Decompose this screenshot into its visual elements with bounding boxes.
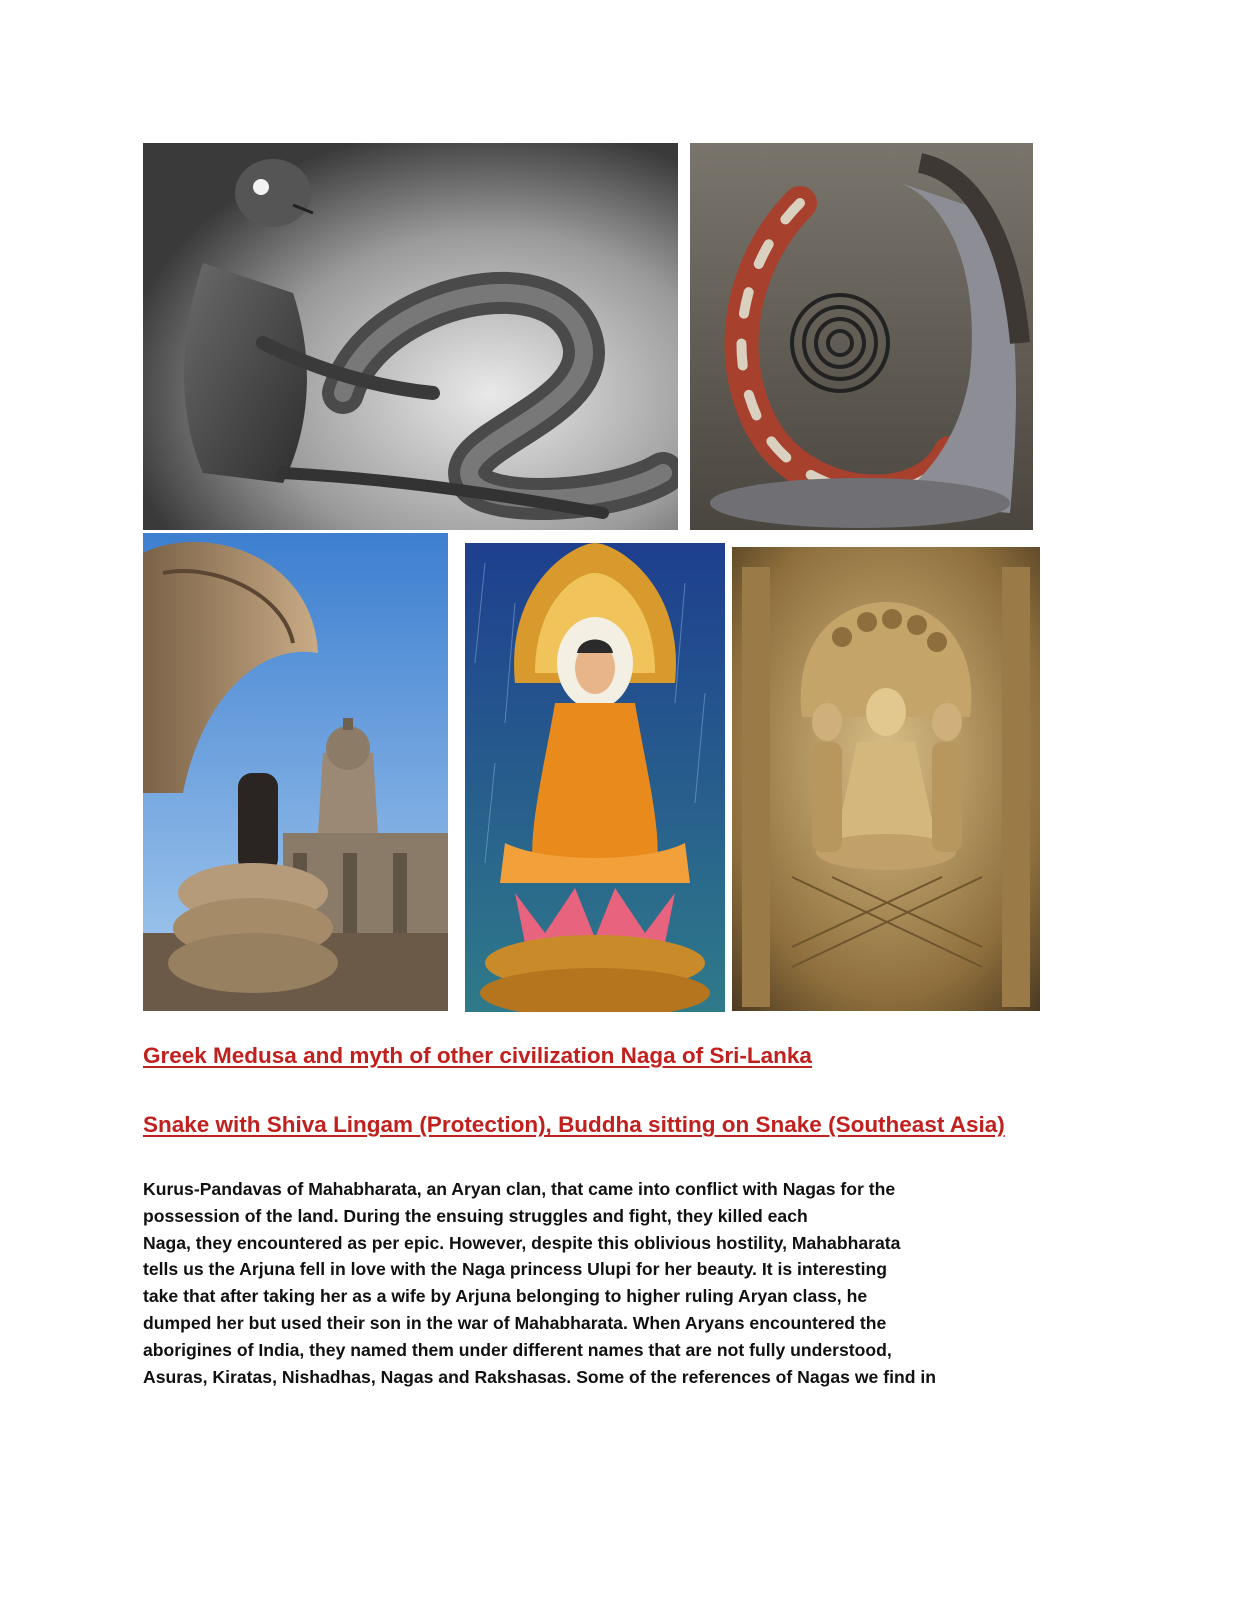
- brass-relief-image: [732, 547, 1040, 1011]
- body-line: tells us the Arjuna fell in love with the Naga princess Ulupi for her beauty. It is interesting: [143, 1259, 887, 1280]
- body-line: dumped her but used their son in the war of Mahabharata. When Aryans encountered the: [143, 1312, 887, 1333]
- naga-painting-image: [690, 143, 1033, 530]
- buddha-on-snake-image: [465, 543, 725, 1012]
- caption-heading-1: Greek Medusa and myth of other civilization Naga of Sri-Lanka: [143, 1043, 812, 1068]
- body-line: take that after taking her as a wife by Arjuna belonging to higher ruling Aryan class, he: [143, 1286, 868, 1307]
- body-paragraph: [143, 1176, 1073, 1390]
- body-line: aborigines of India, they named them under different names that are not fully understood,: [143, 1339, 892, 1360]
- body-line: Asuras, Kiratas, Nishadhas, Nagas and Rakshasas. Some of the references of Nagas we find in: [143, 1366, 936, 1387]
- snake-lingam-image: [143, 533, 448, 1011]
- naga-sketch-image: [143, 143, 678, 530]
- caption-heading-2: Snake with Shiva Lingam (Protection), Buddha sitting on Snake (Southeast Asia): [143, 1112, 1005, 1137]
- body-line: Kurus-Pandavas of Mahabharata, an Aryan clan, that came into conflict with Nagas for the: [143, 1179, 896, 1199]
- body-line: Naga, they encountered as per epic. However, despite this oblivious hostility, Mahabharata: [143, 1232, 901, 1253]
- body-line: possession of the land. During the ensuing struggles and fight, they killed each: [143, 1205, 808, 1226]
